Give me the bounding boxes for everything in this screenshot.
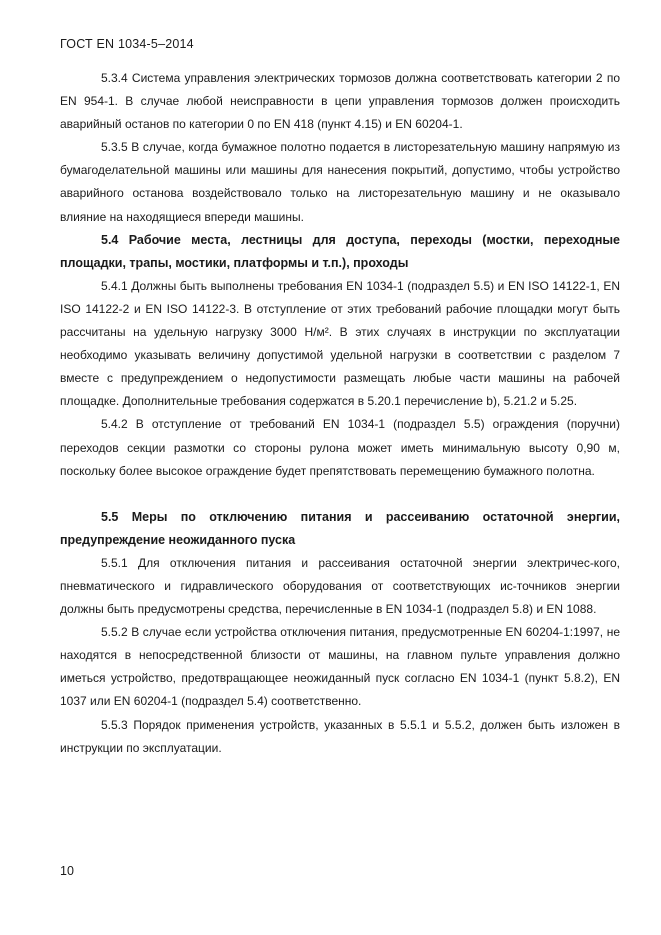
document-header: ГОСТ EN 1034-5–2014 [60,37,194,51]
paragraph-5-5-1: 5.5.1 Для отключения питания и рассеивания остаточной энергии электричес-кого, пневматического и гидравлического оборудования от соответствующих ис-точников энергии должны быть предусмотрены средства, перечисленные в EN 1034-1 (подраздел 5.8) и EN 1088. [60,555,620,617]
section-heading-5-5: 5.5 Меры по отключению питания и рассеиванию остаточной энергии, предупреждение неожиданного пуска [60,509,620,547]
page-number: 10 [60,864,74,878]
paragraph-5-4-1: 5.4.1 Должны быть выполнены требования EN 1034-1 (подраздел 5.5) и EN ISO 14122-1, EN ISO 14122-2 и EN ISO 14122-3. В отступление от этих требований рабочие площадки могут быть рассчитаны на удельную нагрузку 3000 Н/м². В этих случаях в инструкции по эксплуатации необходимо указывать величину допустимой удельной нагрузки в соответствии с разделом 7 вместе с предупреждением о недопустимости размещать любые части машины на рабочей площадке. Дополнительные требования содержатся в 5.20.1 перечисление b), 5.21.2 и 5.25. [60,278,620,409]
section-spacer [60,483,620,506]
paragraph-5-5-3: 5.5.3 Порядок применения устройств, указанных в 5.5.1 и 5.5.2, должен быть изложен в инструкции по эксплуатации. [60,717,620,755]
paragraph-5-5-2: 5.5.2 В случае если устройства отключения питания, предусмотренные EN 60204-1:1997, не находятся в непосредственной близости от машины, на главном пульте управления должно иметься устройство, предотвращающее неожиданный пуск согласно EN 1034-1 (пункт 5.8.2), EN 1037 или EN 60204-1 (подраздел 5.4) соответственно. [60,625,620,709]
paragraph-5-3-5: 5.3.5 В случае, когда бумажное полотно подается в листорезательную машину напрямую из бумагоделательной машины или машины для нанесения покрытий, допустимо, чтобы устройство аварийного останова воздействовало только на листорезательную машину и не оказывало влияние на находящиеся впереди машины. [60,140,620,224]
document-body [60,67,620,760]
paragraph-5-4-2: 5.4.2 В отступление от требований EN 1034-1 (подраздел 5.5) ограждения (поручни) переходов секции размотки со стороны рулона может иметь минимальную высоту 0,90 м, поскольку более высокое ограждение будет препятствовать перемещению бумажного полотна. [60,417,620,478]
paragraph-5-3-4: 5.3.4 Система управления электрических тормозов должна соответствовать категории 2 по EN 954-1. В случае любой неисправности в цепи управления тормозов должен происходить аварийный останов по категории 0 по EN 418 (пункт 4.15) и EN 60204-1. [60,71,620,132]
section-heading-5-4: 5.4 Рабочие места, лестницы для доступа, переходы (мостки, переходные площадки, трапы, мостики, платформы и т.п.), проходы [60,232,620,270]
